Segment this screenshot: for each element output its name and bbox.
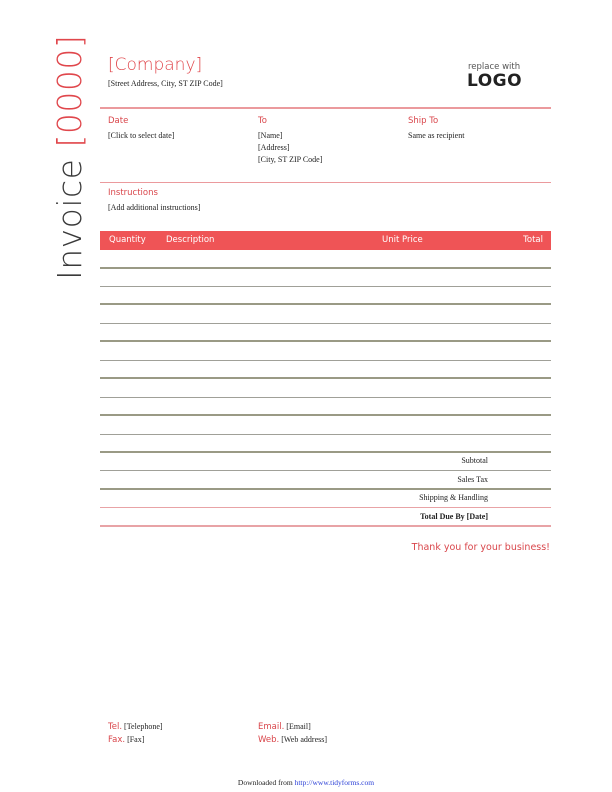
contact-web [258, 735, 327, 745]
footer-prefix: Downloaded from [237, 778, 295, 787]
table-row[interactable] [100, 286, 551, 287]
web-label: Web. [258, 735, 280, 745]
contact-tel [108, 722, 163, 732]
footer-link[interactable]: http://www.tidyforms.com [294, 778, 375, 787]
subtotal-row[interactable] [100, 470, 551, 471]
invoice-title [50, 35, 89, 280]
col-quantity: Quantity [109, 235, 146, 245]
to-label: To [258, 116, 267, 126]
table-row[interactable] [100, 340, 551, 342]
items-table-header [100, 231, 551, 250]
to-city[interactable]: [City, ST ZIP Code] [258, 155, 323, 164]
sales-tax-label: Sales Tax [457, 475, 488, 484]
to-name[interactable]: [Name] [258, 131, 283, 140]
col-total: Total [523, 235, 543, 245]
date-label: Date [108, 116, 129, 126]
sales-tax-row[interactable] [100, 488, 551, 490]
thank-you-message: Thank you for your business! [411, 542, 550, 553]
email-field[interactable]: [Email] [286, 722, 311, 731]
table-row[interactable] [100, 451, 551, 453]
logo-placeholder[interactable]: LOGO [467, 71, 523, 91]
table-row[interactable] [100, 434, 551, 435]
instructions-field[interactable]: [Add additional instructions] [108, 203, 201, 212]
contact-fax [108, 735, 144, 745]
table-row[interactable] [100, 377, 551, 379]
table-row[interactable] [100, 323, 551, 324]
table-row[interactable] [100, 267, 551, 269]
fax-field[interactable]: [Fax] [127, 735, 145, 744]
details-divider [100, 182, 551, 183]
date-field[interactable]: [Click to select date] [108, 131, 175, 140]
subtotal-label: Subtotal [461, 456, 488, 465]
company-address[interactable]: [Street Address, City, ST ZIP Code] [108, 79, 223, 88]
ship-to-field[interactable]: Same as recipient [408, 131, 465, 140]
ship-to-label: Ship To [408, 116, 439, 126]
table-row[interactable] [100, 303, 551, 305]
shipping-row[interactable] [100, 507, 551, 508]
email-label: Email. [258, 722, 285, 732]
contact-email [258, 722, 311, 732]
company-name[interactable]: [Company] [108, 55, 203, 75]
tel-label: Tel. [108, 722, 123, 732]
to-address[interactable]: [Address] [258, 143, 290, 152]
table-row[interactable] [100, 360, 551, 361]
table-row[interactable] [100, 414, 551, 416]
instructions-label: Instructions [108, 188, 158, 198]
invoice-title-word: Invoice [50, 158, 89, 280]
table-row[interactable] [100, 397, 551, 398]
shipping-label: Shipping & Handling [419, 493, 488, 502]
download-footer [0, 778, 612, 787]
col-unit-price: Unit Price [382, 235, 423, 245]
col-description: Description [166, 235, 215, 245]
invoice-number[interactable]: [0000] [50, 34, 89, 148]
logo-placeholder-caption: replace with [468, 62, 521, 72]
fax-label: Fax. [108, 735, 126, 745]
tel-field[interactable]: [Telephone] [124, 722, 163, 731]
header-divider [100, 107, 551, 109]
total-due-label[interactable]: Total Due By [Date] [420, 512, 488, 521]
total-due-row[interactable] [100, 525, 551, 527]
web-field[interactable]: [Web address] [281, 735, 328, 744]
